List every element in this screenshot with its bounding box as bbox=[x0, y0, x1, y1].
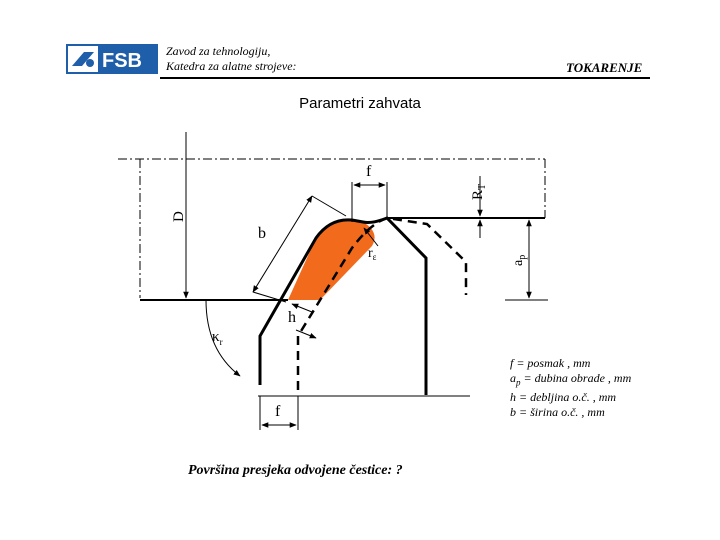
label-ap: a bbox=[511, 259, 526, 266]
page-title: Parametri zahvata bbox=[299, 95, 421, 112]
svg-text:κr bbox=[212, 329, 223, 347]
label-b: b bbox=[258, 225, 266, 242]
label-rt: R bbox=[470, 189, 486, 200]
label-kappa: κ bbox=[212, 329, 220, 345]
institution-line-1: Zavod za tehnologiju, bbox=[166, 44, 271, 58]
question-text: Površina presjeka odvojene čestice: ? bbox=[188, 463, 403, 478]
svg-text:ap bbox=[511, 255, 528, 266]
label-rt-sub: T bbox=[477, 183, 488, 190]
legend-ap: a bbox=[510, 371, 516, 385]
label-f-top: f bbox=[366, 163, 372, 180]
logo-text: FSB bbox=[102, 50, 142, 72]
label-f-bottom: f bbox=[275, 403, 281, 420]
label-r-sub: ε bbox=[372, 252, 377, 262]
b-extension-top bbox=[312, 196, 346, 216]
legend-ap-sub: p bbox=[516, 377, 521, 388]
legend bbox=[510, 356, 631, 420]
chip-cross-section bbox=[288, 220, 375, 300]
legend-line-1: f = posmak , mm bbox=[510, 356, 591, 370]
legend-ap-text: = dubina obrade , mm bbox=[520, 371, 632, 385]
institution-line-2: Katedra za alatne strojeve: bbox=[166, 59, 297, 73]
svg-text:RT bbox=[470, 184, 488, 200]
label-kappa-sub: r bbox=[219, 337, 223, 347]
label-r: r bbox=[368, 246, 373, 261]
legend-line-4: b = širina o.č. , mm bbox=[510, 405, 605, 420]
legend-line-3: h = debljina o.č. , mm bbox=[510, 390, 617, 405]
legend-line-2 bbox=[510, 371, 631, 390]
svg-text:rε bbox=[368, 246, 377, 262]
section-title: TOKARENJE bbox=[566, 60, 643, 75]
label-ap-sub: p bbox=[517, 254, 528, 260]
label-h: h bbox=[288, 309, 296, 326]
label-d: D bbox=[171, 211, 187, 222]
